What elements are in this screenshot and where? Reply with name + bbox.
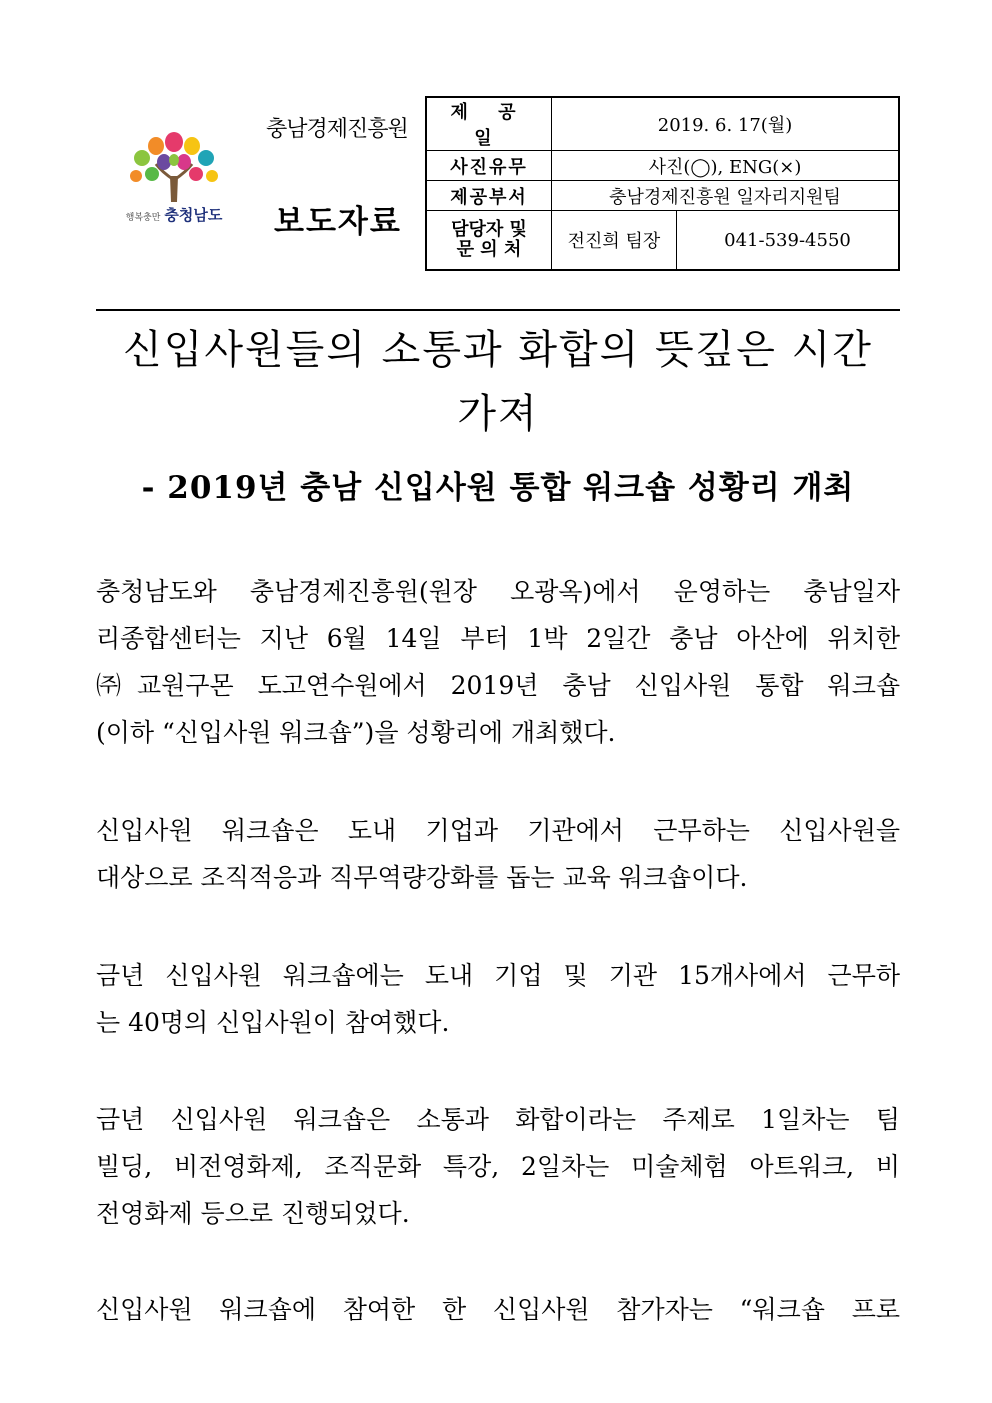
logo-leaf: [169, 154, 179, 166]
paragraph-line: (이하 “신입사원 워크숍”)을 성황리에 개최했다.: [96, 718, 616, 747]
logo-leaf: [165, 132, 183, 152]
chungnam-logo: [104, 130, 244, 240]
release-info-table: [425, 96, 900, 271]
paragraph-line: 는 40명의 신입사원이 참여했다.: [96, 1008, 450, 1037]
contact-name: 전진희 팀장: [552, 211, 677, 271]
contact-label-line1: 담당자 및: [451, 219, 527, 240]
department-label: 제공부서: [426, 181, 552, 211]
paragraph-line: 리종합센터는 지난 6월 14일 부터 1박 2일간 충남 아산에 위치한: [96, 624, 900, 653]
title-line-2: 가져: [457, 391, 539, 437]
paragraph-4: [96, 1096, 900, 1237]
paragraph-line: 금년 신입사원 워크숍에는 도내 기업 및 기관 15개사에서 근무하: [96, 961, 900, 990]
header-divider: [96, 309, 900, 311]
paragraph-line: 신입사원 워크숍은 도내 기업과 기관에서 근무하는 신입사원을: [96, 816, 900, 845]
logo-leaf: [206, 170, 218, 182]
paragraph-line: ㈜교원구몬 도고연수원에서 2019년 충남 신입사원 통합 워크숍: [96, 671, 900, 700]
department-value: 충남경제진흥원 일자리지원팀: [552, 181, 900, 211]
date-row: [426, 97, 899, 151]
paragraph-line: 금년 신입사원 워크숍은 소통과 화합이라는 주제로 1일차는 팀: [96, 1105, 900, 1134]
contact-row: [426, 211, 899, 271]
paragraph-line: 빌딩, 비전영화제, 조직문화 특강, 2일차는 미술체험 아트워크, 비: [96, 1152, 900, 1181]
photo-label: 사진유무: [426, 151, 552, 181]
paragraph-1: [96, 568, 900, 756]
photo-row: [426, 151, 899, 181]
document-kind: 보도자료: [274, 204, 402, 240]
logo-leaf: [145, 167, 159, 181]
logo-caption: [104, 204, 244, 225]
logo-name: 충청남도: [164, 206, 223, 224]
headline-title: [96, 318, 900, 446]
logo-leaf: [148, 137, 164, 155]
logo-tagline: 행복충만: [125, 213, 161, 223]
logo-leaf: [130, 170, 142, 182]
photo-value: 사진(◯), ENG(×): [552, 151, 900, 181]
paragraph-line: 신입사원 워크숍에 참여한 한 신입사원 참가자는 “워크숍 프로: [96, 1295, 900, 1324]
department-row: [426, 181, 899, 211]
logo-leaf: [184, 137, 200, 155]
paragraph-3: [96, 952, 900, 1046]
contact-phone: 041-539-4550: [677, 211, 900, 271]
tree-logo-icon: [104, 130, 244, 204]
title-line-1: 신입사원들의 소통과 화합의 뜻깊은 시간: [123, 327, 873, 373]
paragraph-line: 전영화제 등으로 진행되었다.: [96, 1199, 410, 1228]
paragraph-line: 충청남도와 충남경제진흥원(원장 오광옥)에서 운영하는 충남일자: [96, 577, 900, 606]
date-value: 2019. 6. 17(월): [552, 97, 900, 151]
logo-leaf: [198, 150, 214, 166]
organization-name: 충남경제진흥원: [266, 117, 408, 142]
logo-leaf: [177, 154, 191, 170]
paragraph-5: [96, 1286, 900, 1333]
headline-subtitle: - 2019년 충남 신입사원 통합 워크숍 성황리 개최: [141, 470, 855, 506]
paragraph-2: [96, 807, 900, 901]
logo-leaf: [134, 150, 150, 166]
contact-label: [426, 211, 552, 271]
logo-leaf: [189, 167, 203, 181]
contact-label-line2: 문 의 처: [456, 239, 522, 260]
logo-leaf: [157, 154, 171, 170]
paragraph-line: 대상으로 조직적응과 직무역량강화를 돕는 교육 워크숍이다.: [96, 863, 748, 892]
date-label: 제 공 일: [426, 97, 552, 151]
